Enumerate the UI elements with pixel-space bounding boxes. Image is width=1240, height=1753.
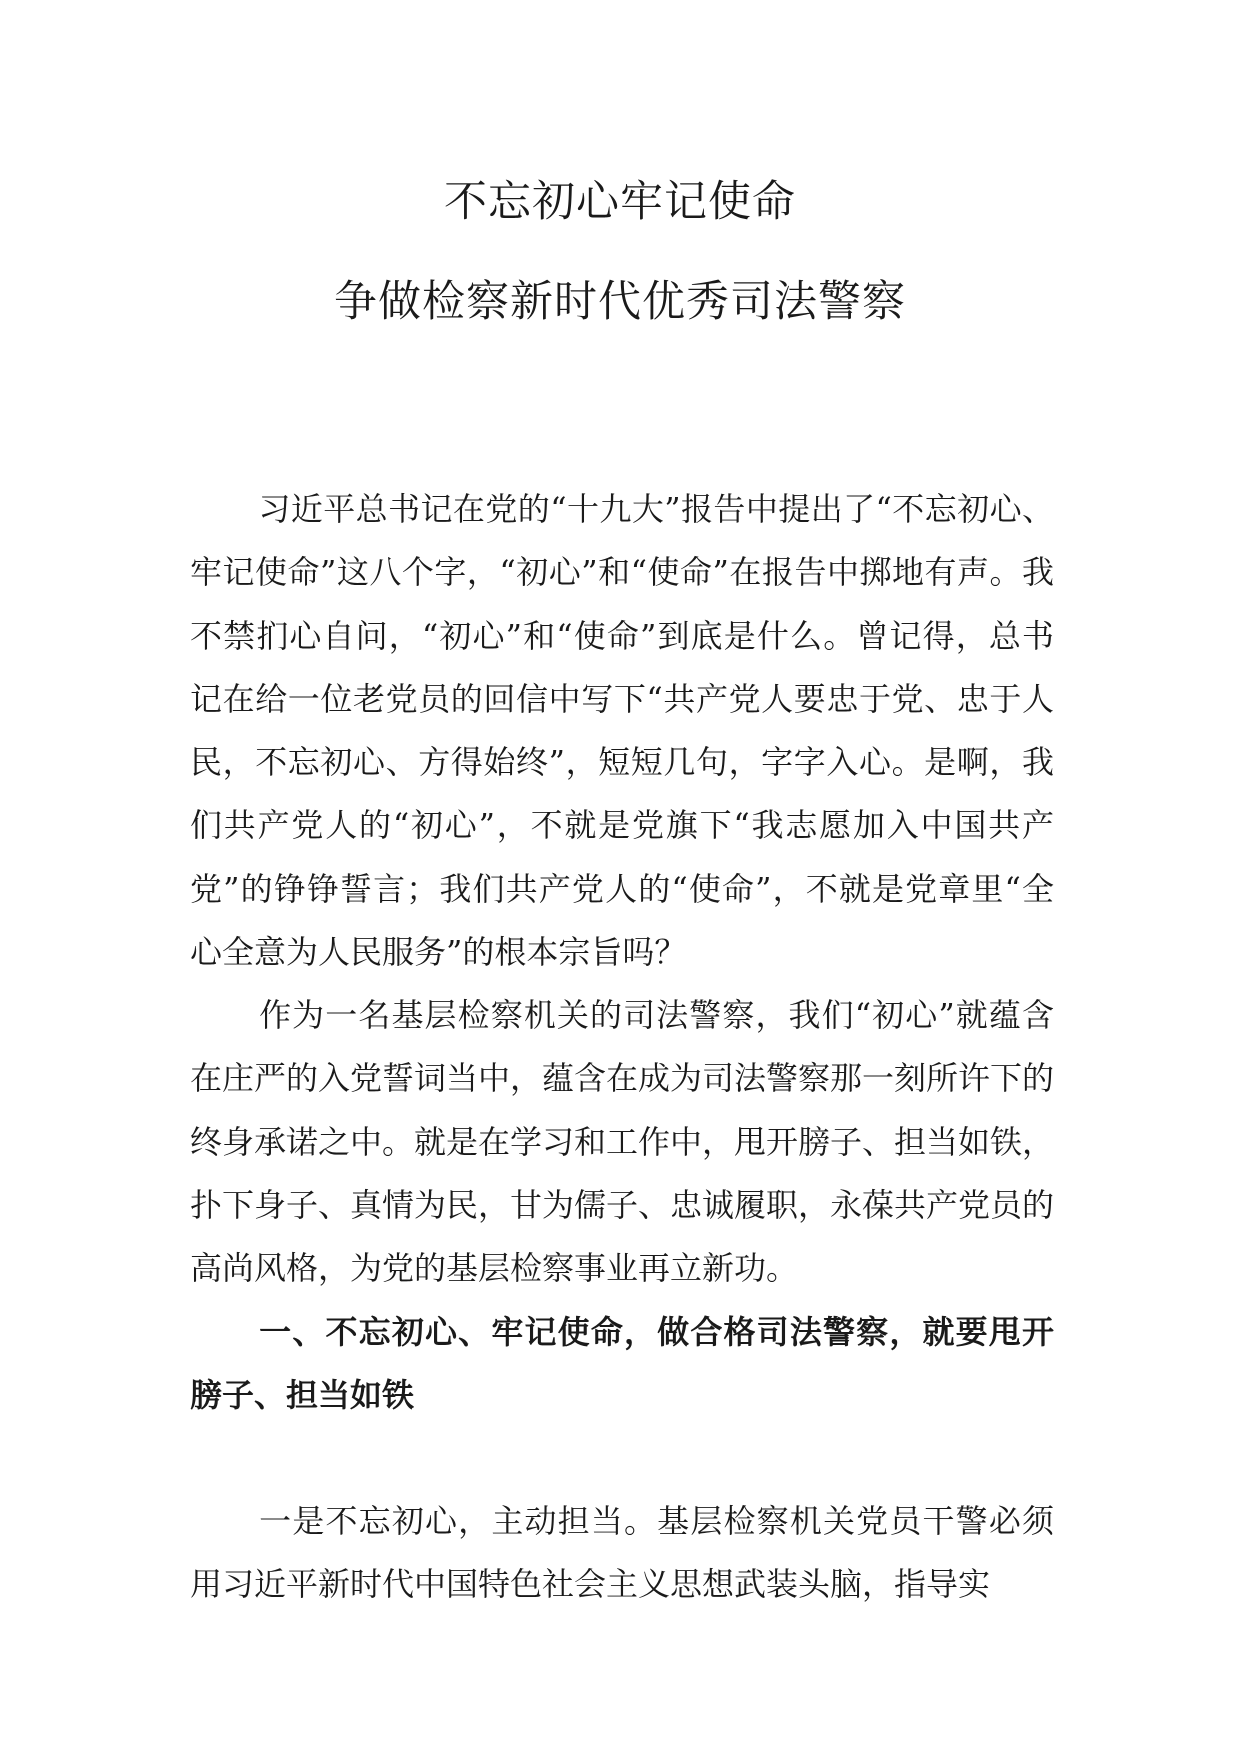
document-title-line-2: 争做检察新时代优秀司法警察 (334, 277, 906, 327)
body-paragraph-3 (190, 1490, 1054, 1617)
body-paragraph-2-text: 作为一名基层检察机关的司法警察，我们“初心”就蕴含在庄严的入党誓词当中，蕴含在成为司法警察那一刻所许下的终身承诺之中。就是在学习和工作中，甩开膀子、担当如铁，扑下身子、真情为民，甘为儒子、忠诚履职，永葆共产党员的高尚风格，为党的基层检察事业再立新功。 (190, 996, 1055, 1288)
section-heading-1-text: 一、不忘初心、牢记使命，做合格司法警察，就要甩开膀子、担当如铁 (190, 1313, 1054, 1415)
body-paragraph-1 (190, 478, 1054, 984)
body-paragraph-3-text: 一是不忘初心，主动担当。基层检察机关党员干警必须用习近平新时代中国特色社会主义思想武装头脑，指导实 (190, 1502, 1054, 1604)
section-heading-1 (190, 1301, 1054, 1428)
body-paragraph-1-text: 习近平总书记在党的“十九大”报告中提出了“不忘初心、牢记使命”这八个字，“初心”和“使命”在报告中掷地有声。我不禁扪心自问，“初心”和“使命”到底是什么。曾记得，总书记在给一位老党员的回信中写下“共产党人要忠于党、忠于人民，不忘初心、方得始终”，短短几句，字字入心。是啊，我们共产党人的“初心”，不就是党旗下“我志愿加入中国共产党”的铮铮誓言；我们共产党人的“使命”，不就是党章里“全心全意为人民服务”的根本宗旨吗？ (190, 490, 1054, 972)
body-paragraph-2 (190, 984, 1054, 1300)
document-title-line-1: 不忘初心牢记使命 (444, 177, 796, 227)
